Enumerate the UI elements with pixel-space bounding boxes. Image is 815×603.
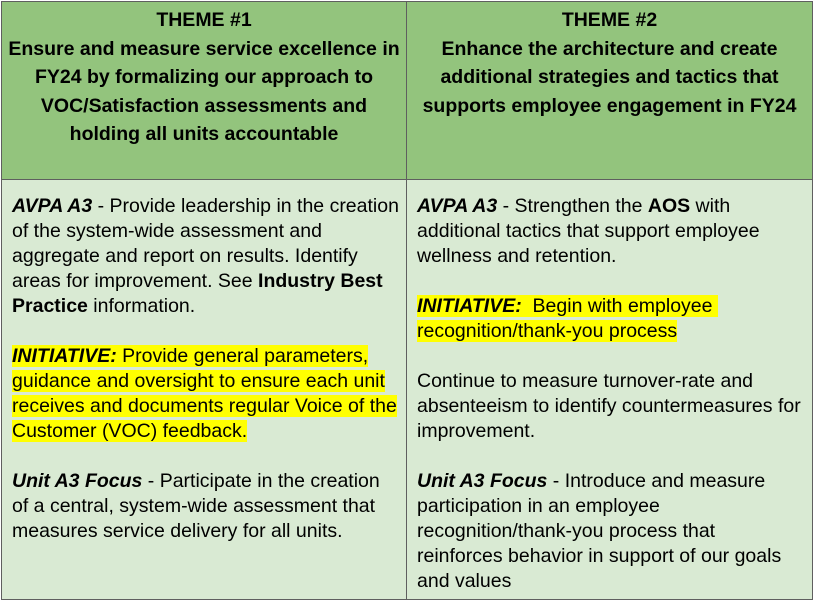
theme1-avpa-text-b: information. [87, 295, 196, 317]
theme1-unit-text: - Participate in the creation of a central, system-wide assessment that measures service delivery for all units. [12, 470, 380, 542]
theme2-avpa-text-a: - Strengthen the [497, 195, 648, 217]
theme2-header [407, 2, 812, 180]
theme1-unit-label: Unit A3 Focus [12, 470, 143, 492]
theme1-initiative-paragraph [12, 344, 400, 444]
theme1-avpa-bold: Industry Best Practice [12, 270, 383, 317]
themes-table [1, 1, 813, 600]
theme1-avpa-label: AVPA A3 [12, 195, 93, 217]
theme1-unit-paragraph [12, 469, 400, 544]
theme1-avpa-text-a: - Provide leadership in the creation of the system-wide assessment and aggregate and report on results. Identify areas for improvement. See [12, 195, 399, 292]
theme2-body [407, 180, 812, 599]
theme2-unit-paragraph [417, 469, 806, 594]
theme1-initiative-text: Provide general parameters, guidance and oversight to ensure each unit receives and documents regular Voice of the Customer (VOC) feedback. [12, 345, 397, 442]
theme2-avpa-bold: AOS [647, 195, 691, 217]
theme2-continue-paragraph: Continue to measure turnover-rate and absenteeism to identify countermeasures for improvement. [417, 370, 801, 442]
theme2-initiative-text: Begin with employee recognition/thank-you process [417, 295, 718, 342]
theme1-body [2, 180, 407, 599]
theme1-initiative-label: INITIATIVE: [12, 345, 117, 367]
theme2-avpa-paragraph [417, 194, 806, 269]
theme2-heading: THEME #2 [561, 9, 658, 31]
theme2-avpa-label: AVPA A3 [417, 195, 498, 217]
theme2-initiative-label: INITIATIVE: [417, 295, 522, 317]
theme2-title: Enhance the architecture and create additional strategies and tactics that supports employee engagement in FY24 [422, 37, 797, 117]
theme2-unit-text: - Introduce and measure participation in an employee recognition/thank-you process that reinforces behavior in support of our goals and values [417, 470, 782, 592]
theme1-title: Ensure and measure service excellence in FY24 by formalizing our approach to VOC/Satisfaction assessments and holding all units accountable [8, 37, 400, 146]
theme1-header [2, 2, 407, 180]
theme2-initiative-paragraph [417, 294, 806, 344]
theme1-avpa-paragraph [12, 194, 400, 319]
theme1-initiative-highlight [12, 345, 397, 442]
theme2-initiative-highlight [417, 295, 718, 342]
theme1-heading: THEME #1 [156, 9, 252, 31]
theme2-avpa-text-b: with additional tactics that support employee wellness and retention. [417, 195, 760, 267]
theme2-unit-label: Unit A3 Focus [417, 470, 548, 492]
